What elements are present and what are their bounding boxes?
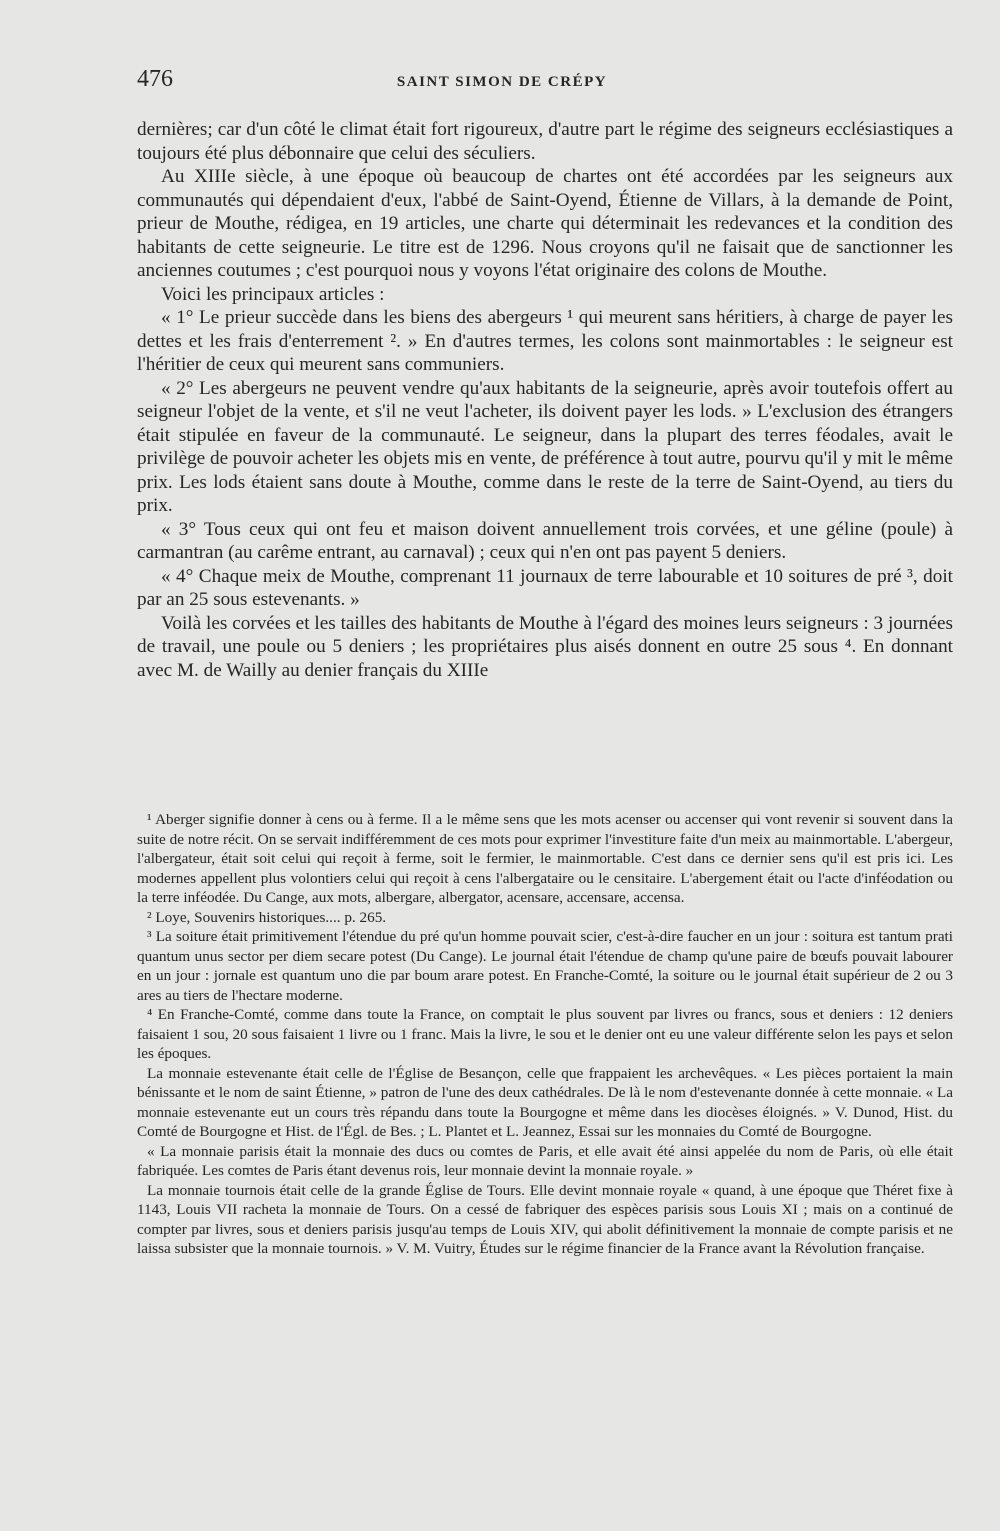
footnotes: [137, 810, 953, 1259]
paragraph: « 4° Chaque meix de Mouthe, comprenant 11 journaux de terre labourable et 10 soitures de pré ³, doit par an 25 sous estevenants. »: [137, 565, 953, 610]
paragraph: « 1° Le prieur succède dans les biens des abergeurs ¹ qui meurent sans héritiers, à charge de payer les dettes et les frais d'enterrement ². » En d'autres termes, les colons sont mainmortables : le seigneur est l'héritier de ceux qui meurent sans communiers.: [137, 307, 953, 375]
page-header: [137, 62, 867, 102]
footnote: La monnaie estevenante était celle de l'Église de Besançon, celle que frappaient les archevêques. « Les pièces portaient la main bénissante et le nom de saint Étienne, » patron de l'une des deux cathédrales. De là le nom d'estevenante donnée à cette monnaie. « La monnaie estevenante eut un cours très répandu dans toute la Bourgogne et même dans les diocèses éloignés. » V. Dunod, Hist. du Comté de Bourgogne et Hist. de l'Égl. de Bes. ; L. Plantet et L. Jeannez, Essai sur les monnaies du Comté de Bourgogne.: [137, 1064, 953, 1140]
paragraph: dernières; car d'un côté le climat était fort rigoureux, d'autre part le régime des seigneurs ecclésiastiques a toujours été plus débonnaire que celui des séculiers.: [137, 119, 953, 164]
footnote: La monnaie tournois était celle de la grande Église de Tours. Elle devint monnaie royale « quand, à une époque que Théret fixe à 1143, Louis VII racheta la monnaie de Tours. On a cessé de fabriquer des espèces parisis sous Louis XI ; mais on a continué de compter par livres, sous et deniers parisis jusqu'au temps de Louis XIV, qui abolit définitivement la monnaie de compte parisis et ne laissa subsister que la monnaie tournois. » V. M. Vuitry, Études sur le régime financier de la France avant la Révolution française.: [137, 1181, 953, 1257]
footnote: ¹ Aberger signifie donner à cens ou à ferme. Il a le même sens que les mots acenser ou accenser qui vont revenir si souvent dans la suite de notre récit. On se servait indifféremment de ces mots pour exprimer l'investiture faite d'un meix au mainmortable. L'abergeur, l'albergateur, était soit celui qui reçoit à ferme, soit le fermier, le mainmortable. C'est dans ce dernier sens qu'il est pris ici. Les modernes appellent plus volontiers celui qui reçoit à cens l'albergataire ou le censitaire. L'abergement était ou l'acte d'inféodation ou la terre inféodée. Du Cange, aux mots, albergare, albergator, acensare, accensare, accensa.: [137, 811, 953, 906]
paragraph: « 3° Tous ceux qui ont feu et maison doivent annuellement trois corvées, et une géline (poule) à carmantran (au carême entrant, au carnaval) ; ceux qui n'en ont pas payent 5 deniers.: [137, 518, 953, 563]
paragraph: Voilà les corvées et les tailles des habitants de Mouthe à l'égard des moines leurs seigneurs : 3 journées de travail, une poule ou 5 deniers ; les propriétaires plus aisés donnent en outre 25 sous ⁴. En donnant avec M. de Wailly au denier français du XIIIe: [137, 612, 953, 681]
body-text: [137, 118, 953, 682]
paragraph: Voici les principaux articles :: [161, 283, 385, 305]
page-number: 476: [137, 66, 173, 92]
footnote: ³ La soiture était primitivement l'étendue du pré qu'un homme pouvait scier, c'est-à-dire faucher en un jour : soitura est tantum prati quantum unus sector per diem secare potest (Du Cange). Le journal était l'étendue de champ qu'une paire de bœufs pouvait labourer en un jour : jornale est quantum uno die par boum arare potest. En Franche-Comté, la soiture ou le journal était supérieur de 2 ou 3 ares au tiers de l'hectare moderne.: [137, 928, 953, 1004]
paragraph: « 2° Les abergeurs ne peuvent vendre qu'aux habitants de la seigneurie, après avoir toutefois offert au seigneur l'objet de la vente, et s'il ne veut l'acheter, ils doivent payer les lods. » L'exclusion des étrangers était stipulée en faveur de la communauté. Le seigneur, dans la plupart des terres féodales, avait le privilège de pouvoir acheter les objets mis en vente, de préférence à tout autre, pourvu qu'il y mit le même prix. Les lods étaient sans doute à Mouthe, comme dans le reste de la terre de Saint-Oyend, au tiers du prix.: [137, 377, 953, 516]
footnote: ² Loye, Souvenirs historiques.... p. 265.: [147, 908, 387, 926]
footnote: ⁴ En Franche-Comté, comme dans toute la France, on comptait le plus souvent par livres ou francs, sous et deniers : 12 deniers faisaient 1 sou, 20 sous faisaient 1 livre ou 1 franc. Mais la livre, le sou et le denier ont eu une valeur différente selon les pays et selon les époques.: [137, 1006, 953, 1062]
footnote: « La monnaie parisis était la monnaie des ducs ou comtes de Paris, et elle avait été ainsi appelée du nom de Paris, où elle était fabriquée. Les comtes de Paris étant devenus rois, leur monnaie devint la monnaie royale. »: [137, 1142, 953, 1179]
running-title: SAINT SIMON DE CRÉPY: [396, 74, 608, 90]
paragraph: Au XIIIe siècle, à une époque où beaucoup de chartes ont été accordées par les seigneurs aux communautés qui dépendaient d'eux, l'abbé de Saint-Oyend, Étienne de Villars, à la demande de Point, prieur de Mouthe, rédigea, en 19 articles, une charte qui déterminait les redevances et la condition des habitants de cette seigneurie. Le titre est de 1296. Nous croyons qu'il ne faisait que de sanctionner les anciennes coutumes ; c'est pourquoi nous y voyons l'état originaire des colons de Mouthe.: [137, 166, 953, 281]
